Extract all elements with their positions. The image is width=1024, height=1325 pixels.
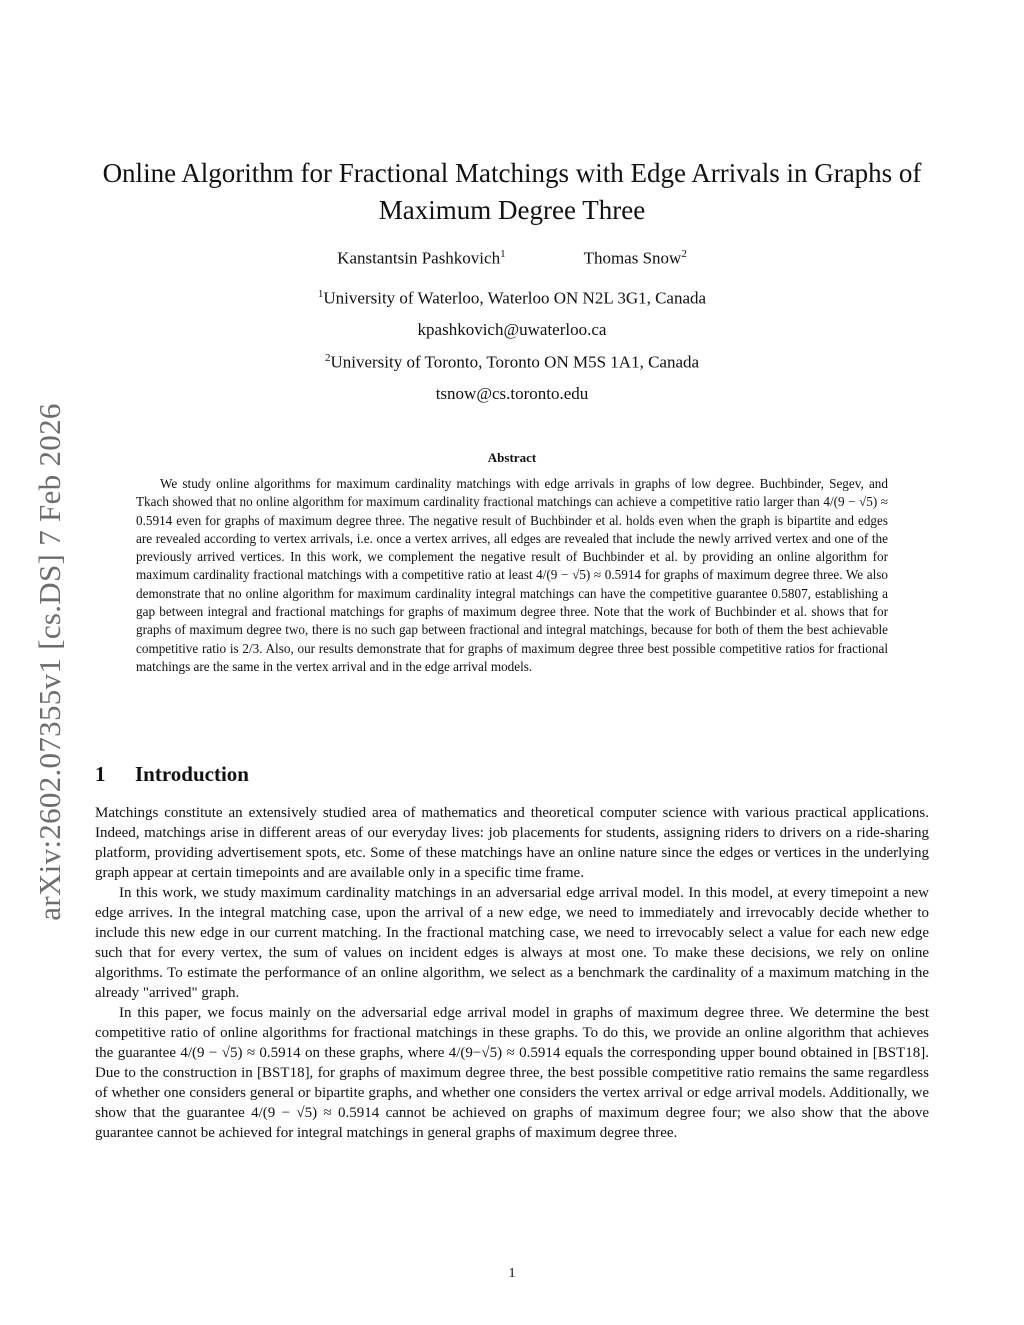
affiliation: $^1$University of Waterloo, Waterloo ON N2L 3G1, Canada [317, 288, 707, 308]
abstract-heading: Abstract [487, 450, 537, 465]
page-number: 1 [508, 1266, 516, 1281]
section-body [95, 803, 929, 1143]
author-email: tsnow@cs.toronto.edu [435, 384, 589, 403]
author-email: kpashkovich@uwaterloo.ca [417, 320, 607, 339]
author: Thomas Snow$^2$ [583, 248, 687, 268]
paper-title: Online Algorithm for Fractional Matchings with Edge Arrivals in Graphs of Maximum Degree Three [102, 158, 922, 225]
affiliation: $^2$University of Toronto, Toronto ON M5S 1A1, Canada [324, 352, 700, 372]
paragraph: Matchings constitute an extensively studied area of mathematics and theoretical computer science with various practical applications. Indeed, matchings arise in different areas of our everyday lives: job placements for students, assigning riders to drivers on a ride-sharing platform, providing advertisement spots, etc. Some of these matchings have an online nature since the edges or vertices in the underlying graph appear at certain timepoints and are available only in a specific time frame. [95, 805, 929, 881]
arxiv-identifier: arXiv:2602.07355v1 [cs.DS] 7 Feb 2026 [32, 403, 67, 921]
author-list [0, 248, 1024, 269]
paragraph: In this work, we study maximum cardinality matchings in an adversarial edge arrival model. In this model, at every timepoint a new edge arrives. In the integral matching case, upon the arrival of a new edge, we need to immediately and irrevocably decide whether to include this new edge in our current matching. In the fractional matching case, we need to irrevocably select a value for each new edge such that for every vertex, the sum of values on incident edges is always at most one. To make these decisions, we rely on online algorithms. To estimate the performance of an online algorithm, we select as a benchmark the cardinality of a maximum matching in the already "arrived" graph. [95, 885, 929, 1001]
section-heading: 1 Introduction [95, 762, 249, 786]
paragraph: In this paper, we focus mainly on the adversarial edge arrival model in graphs of maximum degree three. We determine the best competitive ratio of online algorithms for fractional matchings in these graphs. To do this, we provide an online algorithm that achieves the guarantee 4/(9 − √5) ≈ 0.5914 on these graphs, where 4/(9−√5) ≈ 0.5914 equals the corresponding upper bound obtained in [BST18]. Due to the construction in [BST18], for graphs of maximum degree three, the best possible competitive ratio remains the same regardless of whether one considers general or bipartite graphs, and whether one considers the vertex arrival or edge arrival models. Additionally, we show that the guarantee 4/(9 − √5) ≈ 0.5914 cannot be achieved on graphs of maximum degree four; we also show that the above guarantee cannot be achieved for integral matchings in general graphs of maximum degree three. [95, 1005, 929, 1141]
abstract-body: We study online algorithms for maximum cardinality matchings with edge arrivals in graphs of low degree. Buchbinder, Segev, and Tkach showed that no online algorithm for maximum cardinality fractional matchings can achieve a competitive ratio larger than 4/(9 − √5) ≈ 0.5914 even for graphs of maximum degree three. The negative result of Buchbinder et al. holds even when the graph is bipartite and edges are revealed according to vertex arrivals, i.e. once a vertex arrives, all edges are revealed that include the newly arrived vertex and one of the previously arrived vertices. In this work, we complement the negative result of Buchbinder et al. by providing an online algorithm for maximum cardinality fractional matchings with a competitive ratio at least 4/(9 − √5) ≈ 0.5914 for graphs of maximum degree three. We also demonstrate that no online algorithm for maximum cardinality integral matchings can have the competitive guarantee 0.5807, establishing a gap between integral and fractional matchings for graphs of maximum degree three. Note that the work of Buchbinder et al. shows that for graphs of maximum degree two, there is no such gap between fractional and integral matchings, because for both of them the best achievable competitive ratio is 2/3. Also, our results demonstrate that for graphs of maximum degree three best possible competitive ratios for fractional matchings are the same in the vertex arrival and in the edge arrival models. [136, 476, 888, 674]
author: Kanstantsin Pashkovich$^1$ [337, 248, 506, 268]
